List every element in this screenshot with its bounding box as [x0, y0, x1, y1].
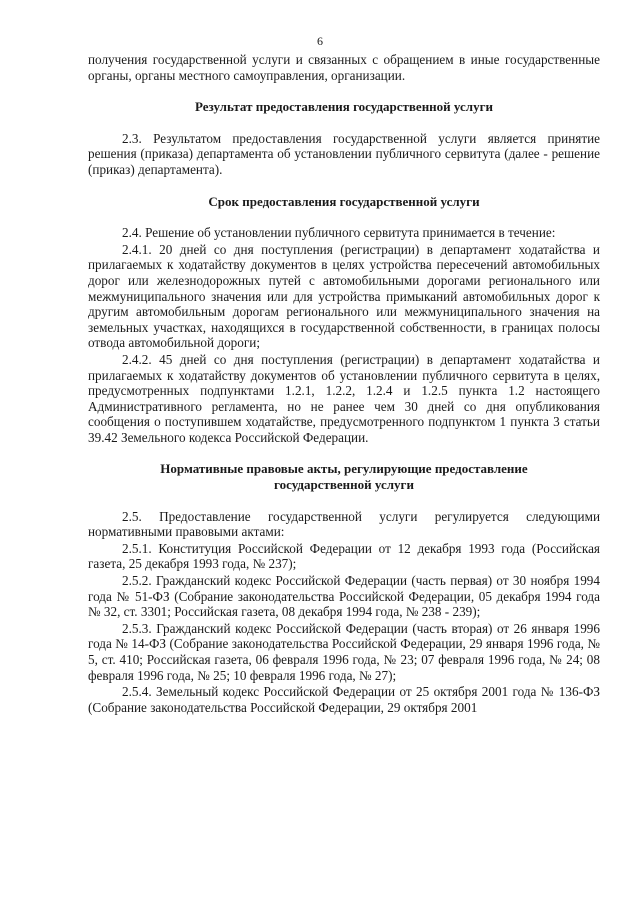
- document-body: [88, 52, 600, 715]
- heading-legal-acts-line1: Нормативные правовые акты, регулирующие предоставление: [160, 461, 528, 477]
- paragraph-2-5-3: 2.5.3. Гражданский кодекс Российской Федерации (часть вторая) от 26 января 1996 года № 14-ФЗ (Собрание законодательства Российской Федерации, 29 января 1996 года, № 5, ст. 410; Российская газета, 06 февраля 1996 года, № 23; 07 февраля 1996 года, № 24; 08 февраля 1996 года, № 25; 10 февраля 1996 года, № 27);: [88, 620, 600, 683]
- paragraph-2-5-1: 2.5.1. Конституция Российской Федерации от 12 декабря 1993 года (Российская газета, 25 декабря 1993 года, № 237);: [88, 540, 600, 572]
- paragraph-2-4-1: 2.4.1. 20 дней со дня поступления (регистрации) в департамент ходатайства и прилагаемых к ходатайству документов в целях устройства пересечений автомобильных дорог или железнодорожных путей с автомобильными дорогами регионального или межмуниципального значения или для устройства примыканий автомобильных дорог к другим автомобильным дорогам регионального или межмуниципального значения на земельных участках, находящихся в государственной собственности, в границах полосы отвода автомобильной дороги;: [88, 241, 600, 351]
- heading-term: Срок предоставления государственной услуги: [208, 193, 480, 209]
- paragraph-2-4: 2.4. Решение об установлении публичного сервитута принимается в течение:: [122, 225, 556, 241]
- paragraph-2-3: 2.3. Результатом предоставления государственной услуги является принятие решения (приказа) департамента об установлении публичного сервитута (далее - решение (приказ) департамента).: [88, 130, 600, 177]
- page-number: 6: [317, 34, 323, 48]
- paragraph-2-5: 2.5. Предоставление государственной услуги регулируется следующими нормативными правовыми актами:: [88, 508, 600, 540]
- heading-result: Результат предоставления государственной услуги: [195, 99, 493, 115]
- paragraph-2-5-4: 2.5.4. Земельный кодекс Российской Федерации от 25 октября 2001 года № 136-ФЗ (Собрание законодательства Российской Федерации, 29 октября 2001: [88, 684, 600, 715]
- heading-legal-acts-line2: государственной услуги: [274, 477, 414, 493]
- intro-continuation: получения государственной услуги и связанных с обращением в иные государственные органы, органы местного самоуправления, организации.: [88, 52, 600, 83]
- paragraph-2-5-2: 2.5.2. Гражданский кодекс Российской Федерации (часть первая) от 30 ноября 1994 года № 51-ФЗ (Собрание законодательства Российской Федерации, 05 декабря 1994 года № 32, ст. 3301; Российская газета, 08 декабря 1994 года, № 238 - 239);: [88, 573, 600, 620]
- paragraph-2-4-2: 2.4.2. 45 дней со дня поступления (регистрации) в департамент ходатайства и прилагаемых к ходатайству документов об установлении публичного сервитута в целях, предусмотренных подпунктами 1.2.1, 1.2.2, 1.2.4 и 1.2.5 пункта 1.2 настоящего Административного регламента, но не ранее чем 30 дней со дня опубликования сообщения о поступившем ходатайстве, предусмотренного подпунктом 1 пункта 3 статьи 39.42 Земельного кодекса Российской Федерации.: [88, 351, 600, 445]
